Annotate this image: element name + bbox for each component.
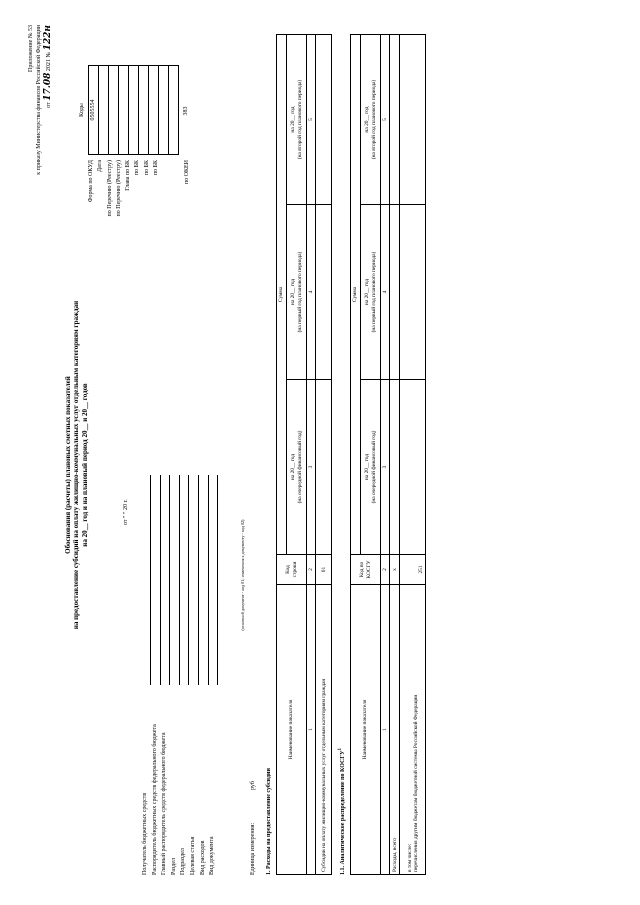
header-fields (142, 475, 219, 875)
code-bk-3 (159, 66, 169, 155)
field-chief-distributor (161, 475, 171, 875)
field-label: Главный распорядитель средств федерального бюджета (161, 732, 168, 875)
col-row-code: Код строки (277, 555, 307, 585)
appendix-order: к приказу Министерства финансов Российской Федерации (35, 25, 42, 175)
year-1-note: (на очередной финансовый год) (370, 430, 377, 504)
row-transfers-year-3 (400, 34, 426, 204)
year-1-label: на 20__ год (290, 453, 297, 481)
col-year-1 (287, 380, 307, 555)
unit-value: руб (250, 781, 256, 790)
year-3-label: на 20__ год (364, 106, 371, 133)
code-glava (129, 66, 139, 155)
code-registry-2 (119, 66, 129, 155)
field-document-type (209, 475, 219, 875)
row-transfers-year-2 (400, 205, 426, 380)
row-subsidy-year-1 (316, 380, 332, 555)
field-target-article (190, 475, 200, 875)
codes-table (78, 65, 179, 155)
label-date: Дата (97, 160, 104, 172)
col-number: 5 (307, 34, 316, 204)
label-registry-2: по Перечню (Реестру) (115, 160, 122, 217)
col-number: 2 (381, 555, 390, 585)
row-transfers-prefix: в том числе: (406, 843, 413, 872)
row-subsidy-code: 01 (316, 555, 332, 585)
year-2-label: на 20__ год (364, 278, 371, 306)
field-label: Распорядитель бюджетных средств федерального бюджета (151, 724, 158, 875)
section-2-heading (338, 748, 348, 875)
row-total-year-3 (390, 34, 400, 204)
appendix-reference (28, 25, 54, 225)
field-label: Целевая статья (189, 836, 196, 875)
year-1-label: на 20__ год (364, 453, 371, 481)
field-recipient (142, 475, 152, 875)
field-expense-type (200, 475, 210, 875)
col-number: 2 (307, 555, 316, 585)
col-indicator-name: Наименование показателя (277, 585, 307, 875)
code-bk-2 (149, 66, 159, 155)
code-empty (169, 66, 179, 155)
code-bk-1 (139, 66, 149, 155)
field-subsection (180, 475, 190, 875)
row-total-year-1 (390, 380, 400, 555)
okei-label: по ОКЕИ (184, 160, 190, 185)
appendix-date-prefix: от (46, 102, 52, 108)
col-sum: Сумма (351, 34, 361, 554)
code-registry-1 (109, 66, 119, 155)
row-subsidy-year-2 (316, 205, 332, 380)
code-date (99, 66, 109, 155)
field-label: Вид документа (209, 836, 216, 875)
row-total-year-2 (390, 205, 400, 380)
section-2-table (350, 34, 426, 875)
col-year-2 (287, 205, 307, 380)
code-labels (88, 160, 162, 270)
code-okud: 0505554 (89, 66, 99, 155)
col-year-3 (287, 34, 307, 204)
col-year-3 (361, 34, 381, 204)
field-label: Раздел (170, 858, 177, 875)
section-2-footnote-mark: 1 (338, 747, 343, 751)
title-line-1: Обоснования (расчеты) плановых сметных показателей (64, 376, 72, 554)
appendix-date-handwritten: 17.08 (43, 72, 53, 101)
year-2-label: на 20__ год (290, 278, 297, 306)
row-total-code: х (390, 555, 400, 585)
unit-label: Единица измерения: (250, 822, 256, 875)
appendix-date-year: 2021 № (46, 51, 52, 72)
appendix-number-handwritten: 122н (43, 25, 53, 51)
label-registry-1: по Перечню (Реестру) (106, 160, 113, 217)
year-3-note: (на второй год планового периода) (370, 79, 377, 160)
col-number: 1 (307, 585, 316, 875)
col-year-2 (361, 205, 381, 380)
year-1-note: (на очередной финансовый год) (296, 430, 303, 504)
codes-header: Коды (79, 103, 86, 117)
label-glava: Глава по БК (125, 160, 132, 191)
appendix-date-line (43, 25, 54, 225)
row-subsidy-name: Субсидии на оплату жилищно-коммунальных услуг отдельным категориям граждан (316, 585, 332, 875)
col-indicator-name: Наименование показателя (351, 585, 381, 875)
col-year-1 (361, 380, 381, 555)
label-okud: Форма по ОКУД (88, 160, 94, 203)
date-line: от " " 20 г. (123, 499, 129, 525)
label-bk-3: по БК (153, 160, 160, 176)
col-number: 1 (381, 585, 390, 875)
row-transfers-text: перечисления другим бюджетам бюджетной системы Российской Федерации (412, 694, 419, 872)
label-bk-1: по БК (134, 160, 141, 176)
document-sheet (20, 20, 620, 885)
field-section (171, 475, 181, 875)
col-number: 4 (307, 205, 316, 380)
document-type-note: (основной документ - код 01; изменения к документу - код 02) (240, 519, 245, 631)
col-number: 5 (381, 34, 390, 204)
year-2-note: (на первый год планового периода) (370, 251, 377, 333)
col-number: 3 (381, 380, 390, 555)
col-number: 4 (381, 205, 390, 380)
field-label: Получатель бюджетных средств (142, 792, 148, 875)
row-transfers-name (400, 585, 426, 875)
col-kosgu-code: Код по КОСГУ (351, 555, 381, 585)
col-sum: Сумма (277, 34, 287, 554)
okei-value: 383 (183, 106, 189, 116)
row-transfers-year-1 (400, 380, 426, 555)
col-number: 3 (307, 380, 316, 555)
field-label: Вид расходов (199, 840, 206, 875)
row-transfers-code: 251 (400, 555, 426, 585)
title-line-2: на предоставление субсидий на оплату жилищно-коммунальных услуг отдельным категориям граждан (72, 300, 81, 630)
section-2-heading-text: 1.1. Аналитическое распределение по КОСГУ (340, 750, 346, 875)
field-distributor (152, 475, 162, 875)
fill-line (217, 475, 218, 685)
title-line-3: на 20__ год и на плановый период 20__ и 20__ годов (80, 383, 89, 547)
row-subsidy-year-3 (316, 34, 332, 204)
year-3-label: на 20__ год (290, 106, 297, 133)
row-total-name: Расходы, всего (390, 585, 400, 875)
form-title (64, 255, 89, 675)
label-bk-2: по БК (143, 160, 150, 176)
field-label: Подраздел (180, 848, 187, 875)
section-1-heading: 1. Расходы на предоставление субсидии (266, 768, 272, 875)
year-3-note: (на второй год планового периода) (296, 79, 303, 160)
section-1-table (276, 34, 332, 875)
year-2-note: (на первый год планового периода) (296, 251, 303, 333)
appendix-number: Приложение № 53 (28, 25, 34, 72)
rotated-form (20, 20, 620, 885)
